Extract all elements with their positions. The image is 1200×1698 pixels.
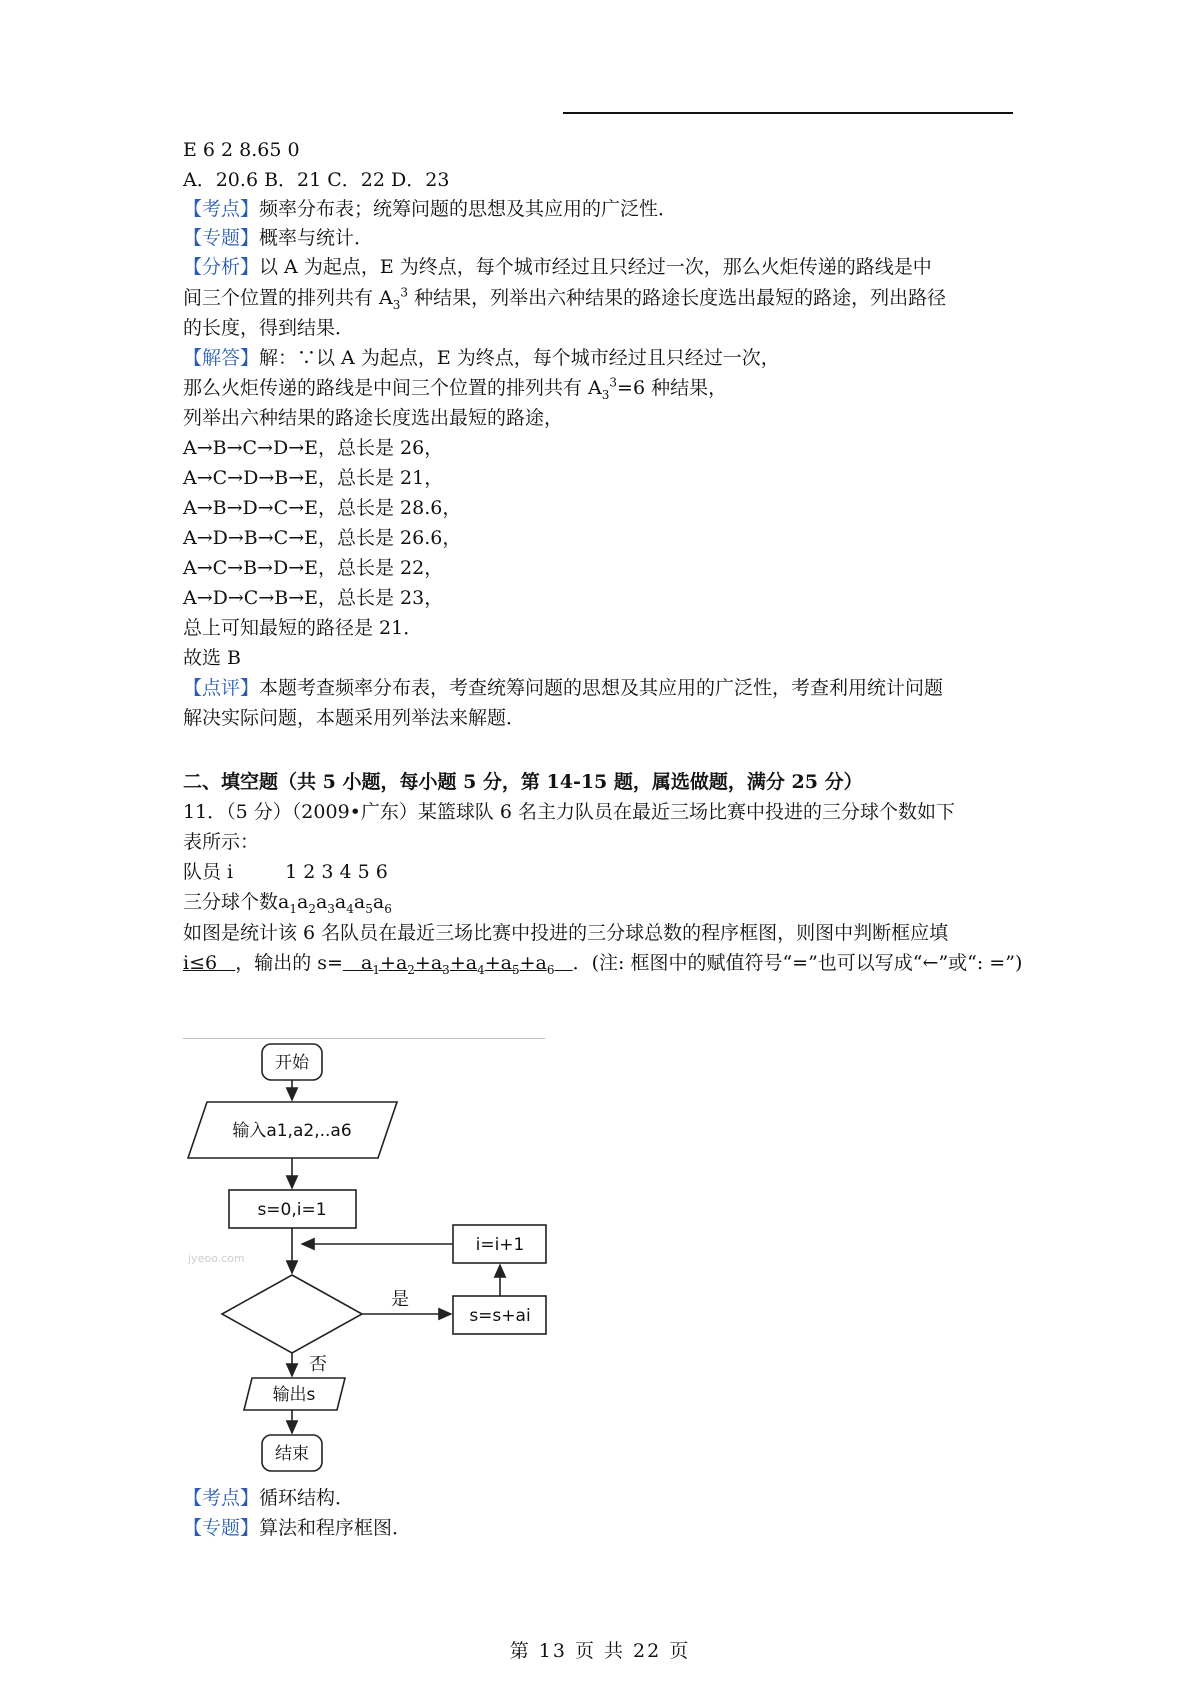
dianping-text-1: 本题考查频率分布表，考查统筹问题的思想及其应用的广泛性，考查利用统计问题 (259, 677, 944, 699)
route-4: A→D→B→C→E，总长是 26.6， (183, 527, 462, 549)
jieda-text-1: 解：∵以 A 为起点，E 为终点，每个城市经过且只经过一次， (259, 347, 780, 369)
fc-yes-label: 是 (391, 1289, 409, 1310)
answer-options: A．20.6 B．21 C．22 D．23 (183, 169, 450, 191)
fc-init-text: s=0,i=1 (257, 1200, 327, 1220)
kaodian2-text: 循环结构． (259, 1487, 355, 1509)
fc-no-label: 否 (309, 1354, 327, 1375)
fenxi-text-1: 以 A 为起点，E 为终点，每个城市经过且只经过一次，那么火炬传递的路线是中 (259, 256, 932, 278)
a-sequence: $a_1a_2a_3a_4a_5a_6$ (278, 891, 392, 916)
fc-start-text: 开始 (275, 1053, 309, 1073)
zhuanti2-tag: 【专题】 (183, 1517, 260, 1539)
jieda-text-2a: 那么火炬传递的路线是中间三个位置的排列共有 A (183, 377, 602, 399)
q11-line-3: 如图是统计该 6 名队员在最近三场比赛中投进的三分球总数的程序框图，则图中判断框应填 (183, 922, 949, 944)
table-row2-label: 三分球个数 (183, 891, 279, 913)
dianping-tag: 【点评】 (183, 677, 260, 699)
jieda-sup: 3 (609, 375, 618, 390)
fenxi-tag: 【分析】 (183, 256, 260, 278)
fenxi-sub: 3 (392, 297, 401, 312)
q11-line-4 (183, 951, 1022, 975)
jieda-line-2 (183, 376, 727, 400)
fenxi-sup: 3 (400, 285, 409, 300)
fc-decision-diamond (222, 1275, 362, 1353)
fc-watermark: jyeoo.com (188, 1252, 245, 1265)
kaodian-text: 频率分布表；统筹问题的思想及其应用的广泛性． (259, 198, 678, 220)
kaodian-line (183, 197, 677, 221)
dianping-line-1 (183, 676, 943, 700)
flowchart (180, 1035, 560, 1464)
fc-input-text: 输入a1,a2,..a6 (232, 1121, 352, 1141)
q11-line-1: 11．（5 分）（2009•广东）某篮球队 6 名主力队员在最近三场比赛中投进的三分球个数如下 (183, 801, 956, 823)
kaodian-tag: 【考点】 (183, 198, 260, 220)
zhuanti-line (183, 226, 373, 250)
zhuanti2-line (183, 1516, 411, 1540)
jieda-tag: 【解答】 (183, 347, 260, 369)
zhuanti-text: 概率与统计． (259, 227, 374, 249)
option-row-e: E 6 2 8.65 0 (183, 139, 300, 161)
section-title: 二、填空题（共 5 小题，每小题 5 分，第 14-15 题，属选做题，满分 25 分） (183, 771, 863, 793)
kaodian2-tag: 【考点】 (183, 1487, 260, 1509)
dianping-line-2: 解决实际问题，本题采用列举法来解题． (183, 707, 526, 729)
jieda-text-2b: =6 种结果， (617, 377, 728, 399)
q11-line-2: 表所示： (183, 831, 260, 853)
blank-answer-2: $a_1+a_2+a_3+a_4+a_5+a_6$ (342, 952, 555, 977)
page-footer: 第 13 页 共 22 页 (509, 1640, 691, 1662)
fenxi-line-1 (183, 255, 932, 279)
kaodian2-line (183, 1486, 354, 1510)
table-row-players (183, 860, 388, 884)
q11-end-text: ．(注: 框图中的赋值符号“=”也可以写成“←”或“: =”) (572, 952, 1023, 974)
fc-update-i-text: i=i+1 (475, 1235, 525, 1255)
route-1: A→B→C→D→E，总长是 26， (183, 437, 444, 459)
fenxi-text-2a: 间三个位置的排列共有 A (183, 287, 393, 309)
route-2: A→C→D→B→E，总长是 21， (183, 467, 444, 489)
route-6: A→D→C→B→E，总长是 23， (183, 587, 444, 609)
fc-output-text: 输出s (272, 1385, 316, 1405)
zhuanti-tag: 【专题】 (183, 227, 260, 249)
jieda-line-1 (183, 346, 780, 370)
answer-choice: 故选 B (183, 647, 242, 669)
zhuanti2-text: 算法和程序框图． (259, 1517, 412, 1539)
table-row-threes (183, 890, 392, 914)
jieda-line-3: 列举出六种结果的路途长度选出最短的路途， (183, 407, 564, 429)
fenxi-line-3: 的长度，得到结果． (183, 317, 355, 339)
conclusion: 总上可知最短的路径是 21． (183, 617, 423, 639)
blank-answer-1: i≤6 (183, 952, 218, 974)
table-row1-label: 队员 i (183, 861, 234, 883)
table-row1-values: 1 2 3 4 5 6 (285, 861, 388, 883)
q11-mid-text: ，输出的 s= (235, 952, 343, 974)
route-5: A→C→B→D→E，总长是 22， (183, 557, 444, 579)
fc-update-s-text: s=s+ai (469, 1306, 531, 1326)
fc-end-text: 结束 (275, 1444, 309, 1464)
jieda-sub: 3 (601, 387, 610, 402)
fenxi-text-2b: 种结果，列举出六种结果的路途长度选出最短的路途，列出路径 (408, 287, 947, 309)
top-rule (563, 112, 1013, 114)
fenxi-line-2 (183, 286, 946, 310)
route-3: A→B→D→C→E，总长是 28.6， (183, 497, 462, 519)
